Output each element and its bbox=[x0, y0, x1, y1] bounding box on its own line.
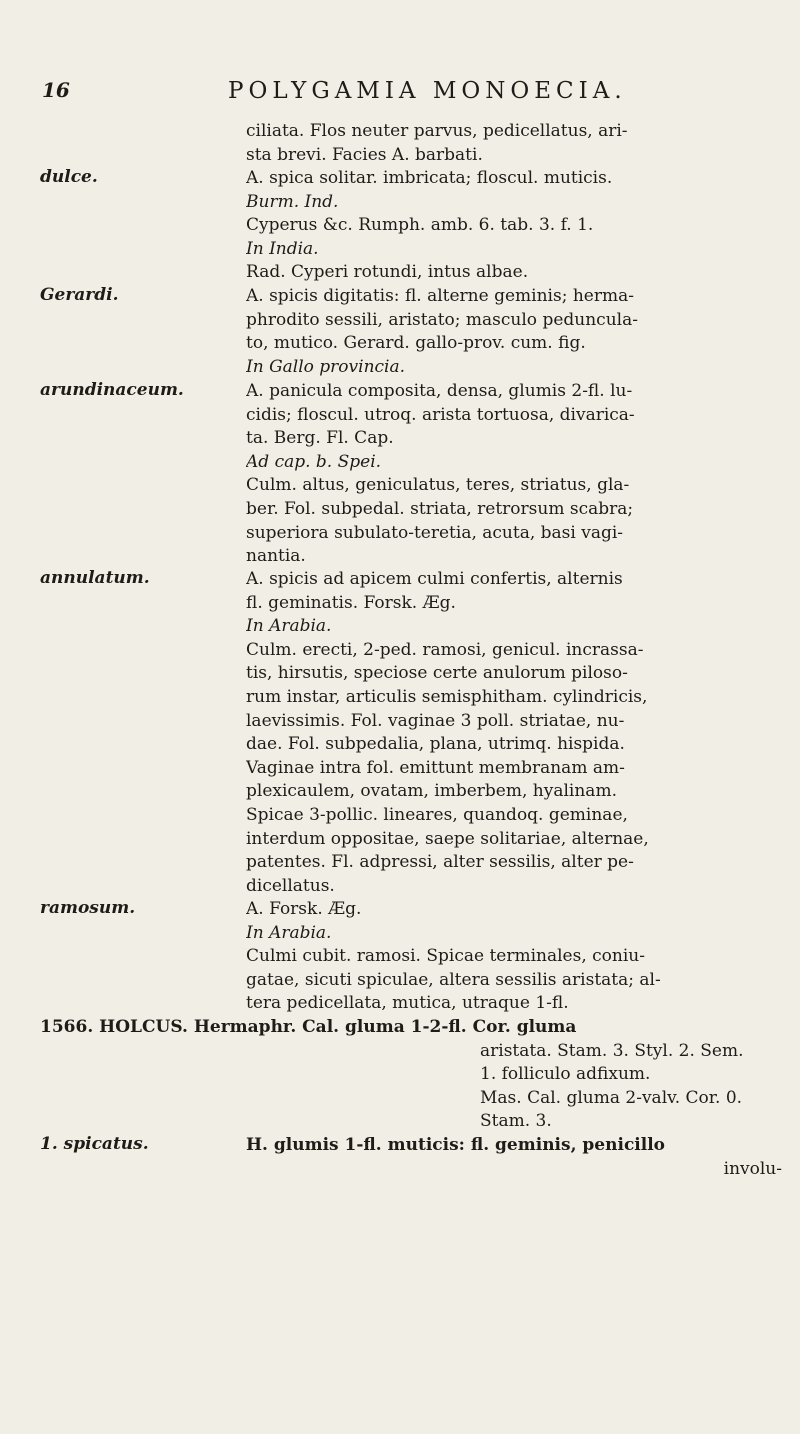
genus-heading: 1566. HOLCUS. Hermaphr. Cal. gluma 1-2-fl. Cor. gluma bbox=[40, 1017, 577, 1037]
genus-line: Stam. 3. bbox=[480, 1111, 552, 1132]
text-line: dae. Fol. subpedalia, plana, utrimq. hispida. bbox=[246, 734, 625, 755]
text-line: In Gallo provincia. bbox=[246, 356, 406, 377]
text-line: to, mutico. Gerard. gallo-prov. cum. fig. bbox=[246, 333, 586, 354]
text-line: fl. geminatis. Forsk. Æg. bbox=[246, 592, 456, 613]
genus-line: Mas. Cal. gluma 2-valv. Cor. 0. bbox=[480, 1087, 743, 1108]
text-line: cidis; floscul. utroq. arista tortuosa, divarica- bbox=[246, 404, 635, 425]
genus-line: 1. folliculo adfixum. bbox=[480, 1064, 651, 1085]
text-line: tis, hirsutis, speciose certe anulorum piloso- bbox=[246, 663, 628, 684]
text-line: Spicae 3-pollic. lineares, quandoq. geminae, bbox=[246, 804, 628, 825]
text-line: rum instar, articulis semisphitham. cylindricis, bbox=[246, 686, 648, 707]
text-line: Rad. Cyperi rotundi, intus albae. bbox=[246, 262, 529, 283]
text-line: ciliata. Flos neuter parvus, pedicellatus, ari- bbox=[246, 121, 628, 141]
entry-text bbox=[246, 568, 794, 898]
text-line: Culm. erecti, 2-ped. ramosi, genicul. incrassa- bbox=[246, 639, 644, 660]
text-line: Vaginae intra fol. emittunt membranam am- bbox=[246, 757, 625, 778]
text-line: superiora subulato-teretia, acuta, basi vagi- bbox=[246, 522, 624, 543]
text-line: H. glumis 1-fl. muticis: fl. geminis, penicillo bbox=[246, 1135, 666, 1155]
species-label: Gerardi. bbox=[40, 285, 119, 305]
text-line: tera pedicellata, mutica, utraque 1-fl. bbox=[246, 993, 569, 1014]
text-line: interdum oppositae, saepe solitariae, alternae, bbox=[246, 828, 649, 849]
text-line: A. spicis ad apicem culmi confertis, alternis bbox=[246, 569, 623, 589]
text-line: In Arabia. bbox=[246, 616, 332, 637]
species-label: annulatum. bbox=[40, 568, 150, 588]
text-line: Culmi cubit. ramosi. Spicae terminales, coniu- bbox=[246, 946, 645, 967]
running-title: POLYGAMIA MONOECIA. bbox=[228, 78, 627, 104]
species-label: ramosum. bbox=[40, 898, 136, 918]
text-line: sta brevi. Facies A. barbati. bbox=[246, 144, 483, 165]
text-line: Burm. Ind. bbox=[246, 191, 339, 212]
genus-holcus bbox=[40, 1016, 744, 1134]
genus-line: aristata. Stam. 3. Styl. 2. Sem. bbox=[480, 1040, 744, 1061]
text-line: nantia. bbox=[246, 546, 306, 567]
entry-text bbox=[246, 1134, 794, 1181]
entry-text bbox=[246, 285, 794, 379]
text-line: ta. Berg. Fl. Cap. bbox=[246, 428, 394, 449]
species-label: 1. spicatus. bbox=[40, 1134, 149, 1154]
text-line: Cyperus &c. Rumph. amb. 6. tab. 3. f. 1. bbox=[246, 215, 594, 236]
text-line: gatae, sicuti spiculae, altera sessilis aristata; al- bbox=[246, 969, 661, 990]
text-line: In India. bbox=[246, 238, 319, 259]
entry-text bbox=[246, 898, 794, 1016]
text-line: patentes. Fl. adpressi, alter sessilis, alter pe- bbox=[246, 852, 634, 873]
entry-text bbox=[246, 120, 794, 167]
text-line: A. spica solitar. imbricata; floscul. muticis. bbox=[246, 168, 613, 188]
entry-text bbox=[246, 380, 794, 569]
text-line: phrodito sessili, aristato; masculo pedunculа- bbox=[246, 309, 638, 330]
page-number: 16 bbox=[42, 78, 70, 102]
text-line: plexicaulem, ovatam, imberbem, hyalinam. bbox=[246, 781, 617, 802]
species-label: arundinaceum. bbox=[40, 380, 184, 400]
text-line: dicellatus. bbox=[246, 875, 335, 896]
entry-text bbox=[246, 167, 794, 285]
text-line: laevissimis. Fol. vaginae 3 poll. striatae, nu- bbox=[246, 710, 625, 731]
page-header bbox=[0, 78, 800, 114]
text-line: A. spicis digitatis: fl. alterne geminis; herma- bbox=[246, 286, 634, 306]
text-line: ber. Fol. subpedal. striata, retrorsum scabra; bbox=[246, 498, 634, 519]
text-line: involu- bbox=[723, 1158, 782, 1179]
text-line: A. panicula composita, densa, glumis 2-fl. lu- bbox=[246, 381, 633, 401]
text-line: A. Forsk. Æg. bbox=[246, 899, 362, 919]
text-line: In Arabia. bbox=[246, 922, 332, 943]
text-line: Ad cap. b. Spei. bbox=[246, 451, 382, 472]
text-line: Culm. altus, geniculatus, teres, striatus, gla- bbox=[246, 475, 630, 496]
species-label: dulce. bbox=[40, 167, 98, 187]
